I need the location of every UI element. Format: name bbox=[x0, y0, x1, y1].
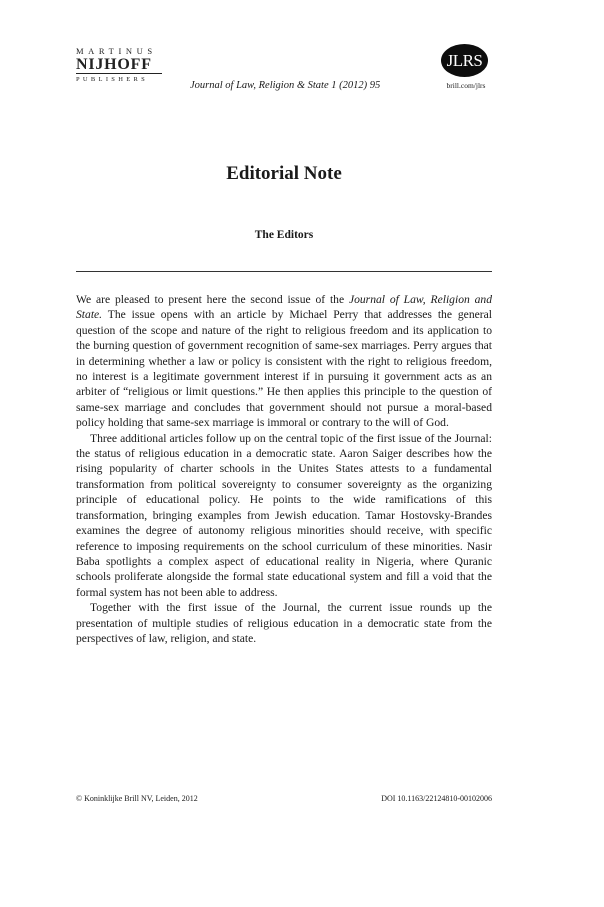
paragraph-1-text-start: We are pleased to present here the second issue of the bbox=[76, 293, 349, 306]
doi-text[interactable]: DOI 10.1163/22124810-00102006 bbox=[381, 794, 492, 803]
title-divider bbox=[76, 271, 492, 272]
journal-citation: Journal of Law, Religion & State 1 (2012) 95 bbox=[190, 80, 381, 91]
publisher-logo bbox=[76, 46, 176, 84]
article-authors: The Editors bbox=[254, 229, 314, 241]
paragraph-1-text-end: The issue opens with an article by Michael Perry that addresses the general question of the scope and nature of the right to religious freedom and its application to the burning question of government recognition of same-sex marriages. Perry argues that in determining whether a law or policy is consistent with the right to religious freedom, no interest is a legitimate government interest if in pursuing it government acts as an arbiter of “religious or limit questions.” He then applies this principle to the question of same-sex marriage and concludes that government should not pursue a moral-based policy holding that same-sex marriage is immoral or contrary to the will of God. bbox=[76, 308, 492, 430]
paragraph-2: Three additional articles follow up on the central topic of the first issue of the Journal: the status of religious education in a democratic state. Aaron Saiger describes how the rising popularity of charter schools in the Unites States attests to a fundamental transformation from political sovereignty to consumer sovereignty as the organizing principle of educational policy. He points to the wide ramifications of this transformation, bringing examples from Jewish education. Tamar Hostovsky-Brandes examines the degree of autonomy religious minorities should receive, with specific reference to imposing requirements on the school curriculum of these minorities. Nasir Baba spotlights a complex aspect of educational reality in Nigeria, where Quranic schools proliferate alongside the formal state educational system and fill a void that the formal system has not been able to address. bbox=[76, 431, 492, 599]
publisher-line-2: NIJHOFF bbox=[76, 56, 152, 73]
journal-name-italic: Journal of Law, Religion and State. bbox=[76, 293, 492, 322]
publisher-line-3: PUBLISHERS bbox=[76, 73, 162, 84]
article-title: Editorial Note bbox=[226, 163, 342, 184]
journal-website[interactable]: brill.com/jlrs bbox=[446, 81, 486, 90]
paragraph-3: Together with the first issue of the Journal, the current issue rounds up the presentation of multiple studies of religious education in a democratic state from the perspectives of law, religion, and state. bbox=[76, 601, 492, 645]
paragraph-1 bbox=[76, 292, 492, 431]
journal-logo: JLRS bbox=[441, 44, 488, 77]
publisher-line-1: MARTINUS bbox=[76, 46, 157, 56]
article-body bbox=[76, 292, 492, 646]
copyright-notice: © Koninklijke Brill NV, Leiden, 2012 bbox=[76, 794, 198, 803]
